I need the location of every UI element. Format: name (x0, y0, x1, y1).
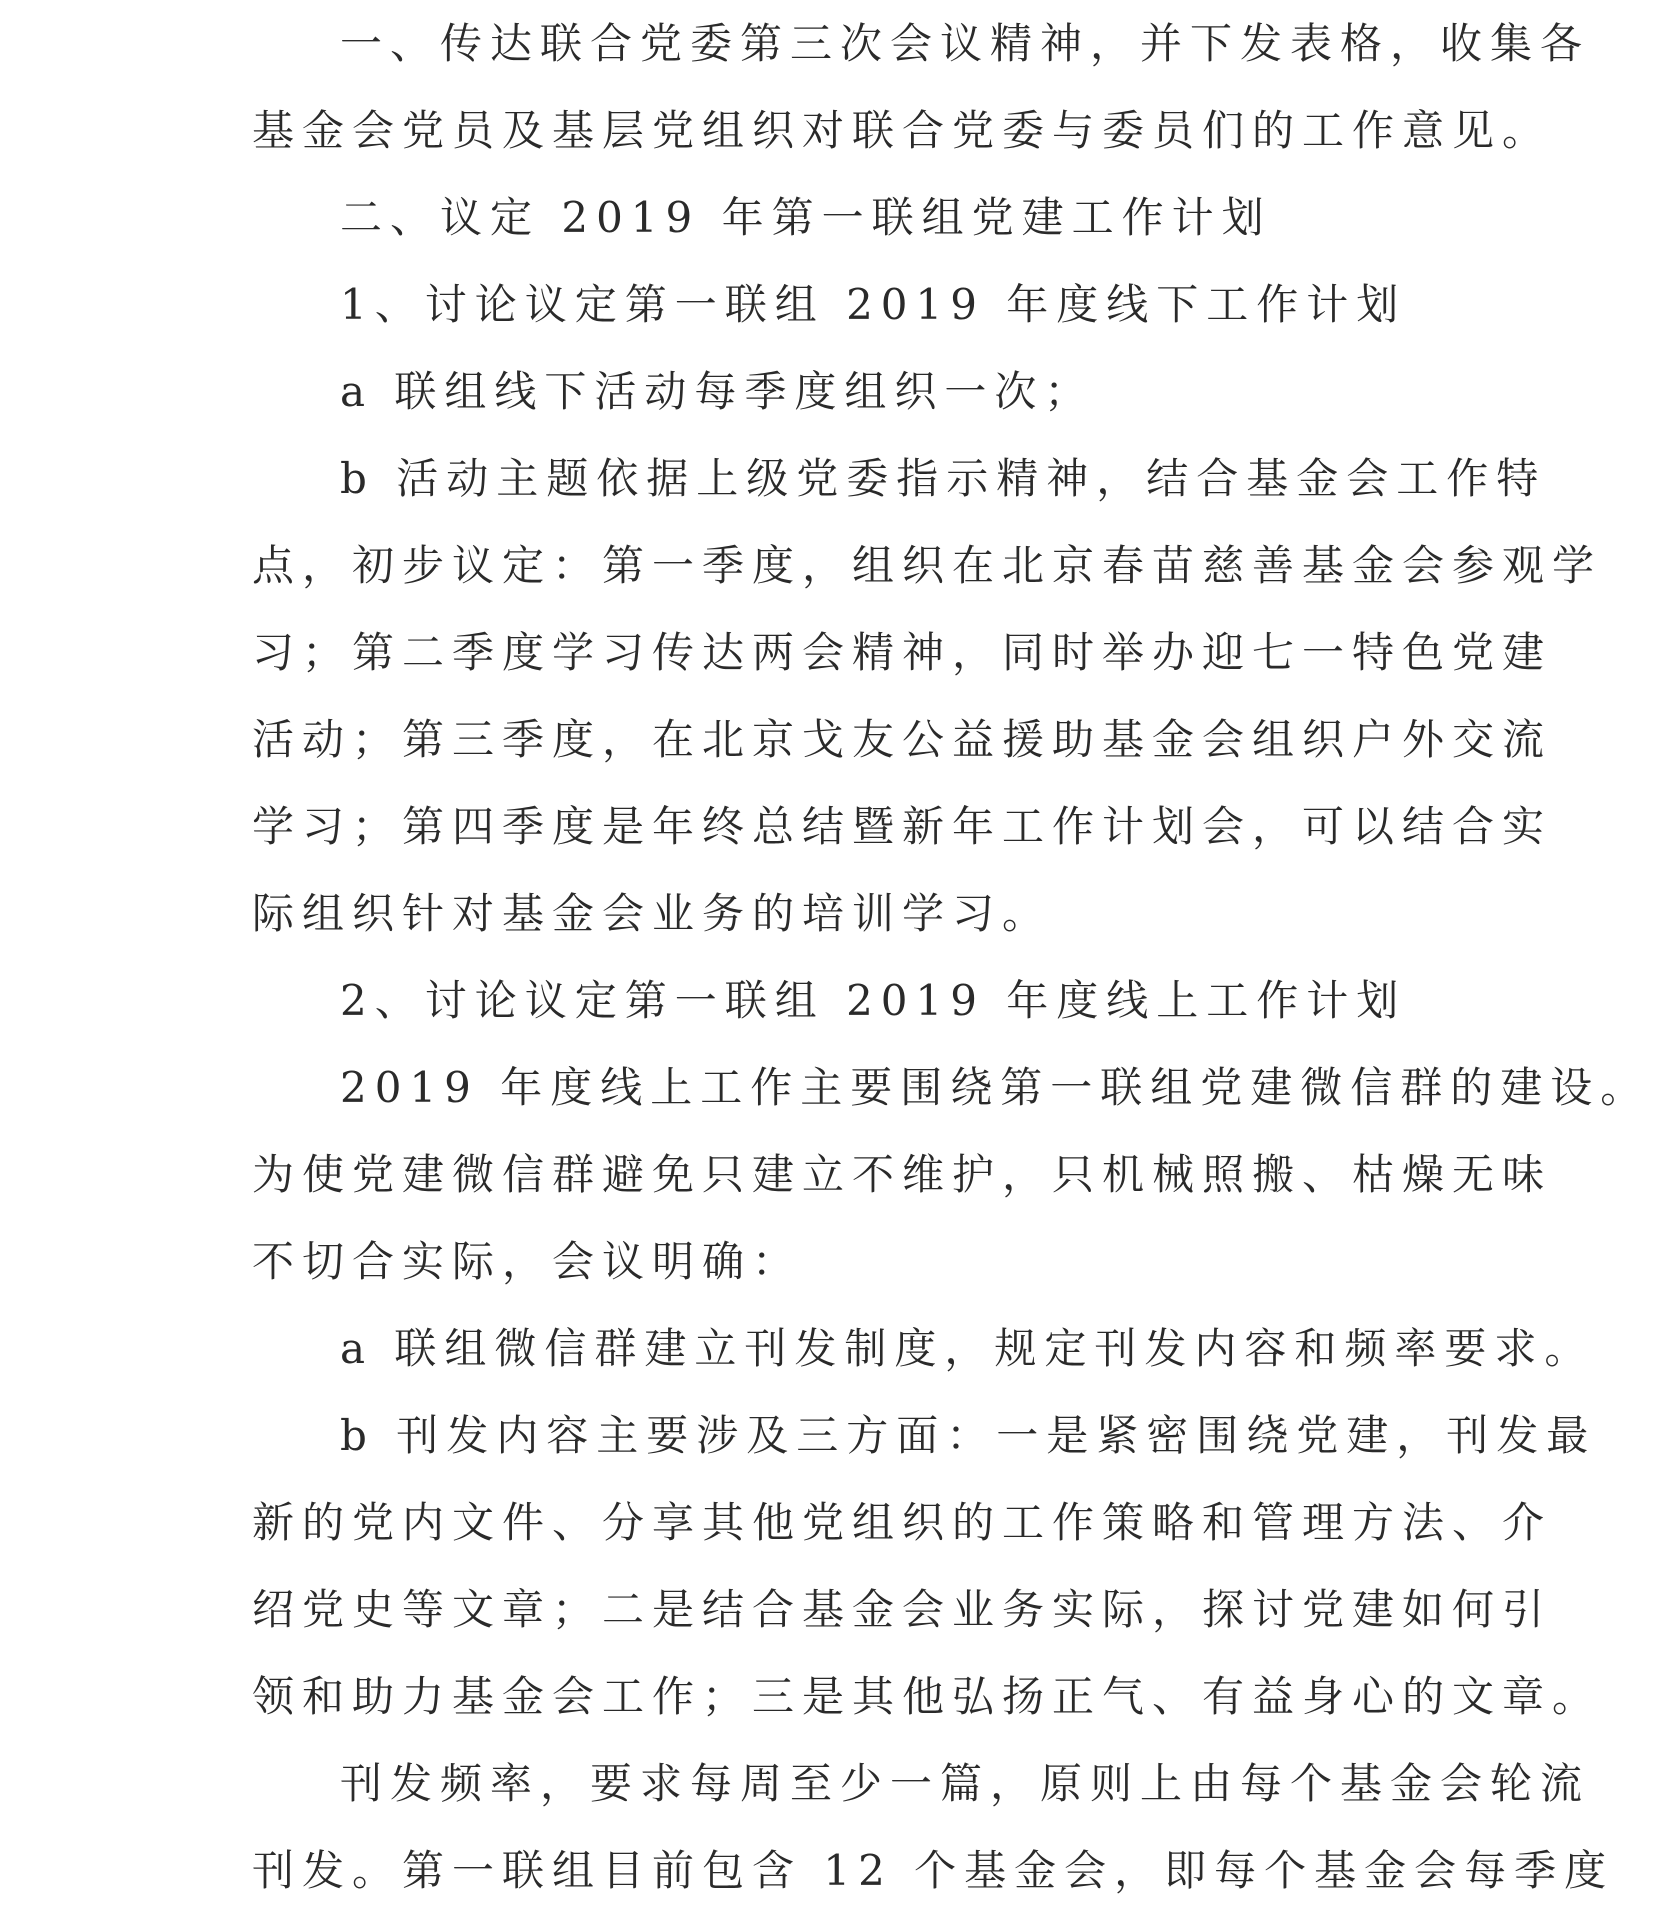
paragraph-line: a 联组线下活动每季度组织一次； (340, 367, 1095, 416)
paragraph-line: 绍党史等文章；二是结合基金会业务实际，探讨党建如何引 (252, 1585, 1553, 1634)
paragraph-line: a 联组微信群建立刊发制度，规定刊发内容和频率要求。 (340, 1324, 1595, 1373)
paragraph-line: 刊发频率，要求每周至少一篇，原则上由每个基金会轮流 (340, 1759, 1591, 1808)
paragraph-line: 一、传达联合党委第三次会议精神，并下发表格，收集各 (340, 19, 1591, 68)
paragraph-line: 新的党内文件、分享其他党组织的工作策略和管理方法、介 (252, 1498, 1553, 1547)
paragraph-line: 刊发。第一联组目前包含 12 个基金会，即每个基金会每季度 (252, 1846, 1615, 1895)
paragraph-line: 为使党建微信群避免只建立不维护，只机械照搬、枯燥无味 (252, 1150, 1553, 1199)
paragraph-line: 点，初步议定：第一季度，组织在北京春苗慈善基金会参观学 (252, 541, 1603, 590)
document-body (252, 0, 1651, 1914)
paragraph-line: 习；第二季度学习传达两会精神，同时举办迎七一特色党建 (252, 628, 1553, 677)
paragraph-line: 活动；第三季度，在北京戈友公益援助基金会组织户外交流 (252, 715, 1553, 764)
paragraph-line: 2019 年度线上工作主要围绕第一联组党建微信群的建设。 (340, 1063, 1651, 1112)
paragraph-line: 2、讨论议定第一联组 2019 年度线上工作计划 (340, 976, 1407, 1025)
paragraph-line: b 刊发内容主要涉及三方面：一是紧密围绕党建，刊发最 (340, 1411, 1597, 1460)
paragraph-line: 1、讨论议定第一联组 2019 年度线下工作计划 (340, 280, 1407, 329)
paragraph-line: 学习；第四季度是年终总结暨新年工作计划会，可以结合实 (252, 802, 1553, 851)
paragraph-line: b 活动主题依据上级党委指示精神，结合基金会工作特 (340, 454, 1547, 503)
paragraph-line: 二、议定 2019 年第一联组党建工作计划 (340, 193, 1272, 242)
paragraph-line: 不切合实际，会议明确： (252, 1237, 803, 1286)
paragraph-line: 际组织针对基金会业务的培训学习。 (252, 889, 1053, 938)
paragraph-line: 领和助力基金会工作；三是其他弘扬正气、有益身心的文章。 (252, 1672, 1603, 1721)
paragraph-line: 基金会党员及基层党组织对联合党委与委员们的工作意见。 (252, 106, 1553, 155)
